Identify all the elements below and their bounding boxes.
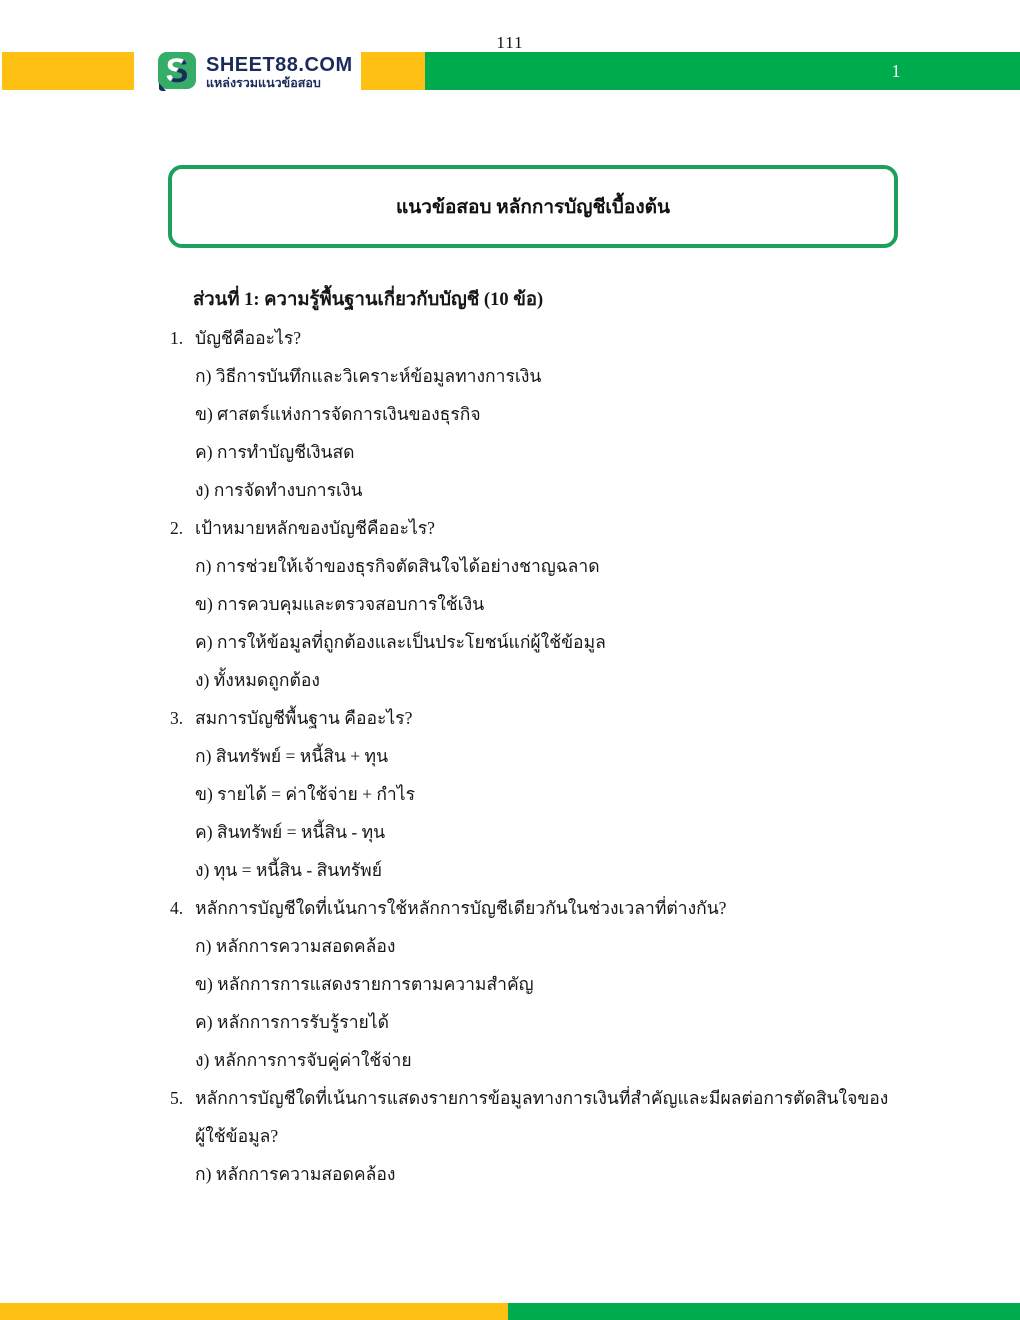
question-number: 5. — [170, 1088, 184, 1108]
question-row — [170, 319, 960, 357]
answer-option: ค) การทำบัญชีเงินสด — [195, 442, 355, 462]
sheet88-logo-icon — [157, 52, 197, 92]
answer-option: ข) รายได้ = ค่าใช้จ่าย + กำไร — [195, 784, 415, 804]
answer-option: ข) ศาสตร์แห่งการจัดการเงินของธุรกิจ — [195, 404, 481, 424]
question-row — [170, 1079, 960, 1155]
brand-text — [206, 52, 353, 91]
answer-option: ก) วิธีการบันทึกและวิเคราะห์ข้อมูลทางการเงิน — [195, 366, 542, 386]
question-row — [170, 699, 960, 737]
answer-option: ข) หลักการการแสดงรายการตามความสำคัญ — [195, 974, 534, 994]
footer-bar-yellow — [0, 1303, 508, 1320]
header-bar-yellow-mid — [361, 52, 425, 90]
footer-bar-green — [508, 1303, 1020, 1320]
header-bar-yellow-left — [2, 52, 134, 90]
answer-option: ง) หลักการการจับคู่ค่าใช้จ่าย — [195, 1050, 412, 1070]
answer-option: ง) ทุน = หนี้สิน - สินทรัพย์ — [195, 860, 382, 880]
question-row — [170, 509, 960, 547]
answer-option: ข) การควบคุมและตรวจสอบการใช้เงิน — [195, 594, 485, 614]
page-number: 1 — [891, 61, 901, 81]
brand-tagline: แหล่งรวมแนวข้อสอบ — [206, 76, 321, 90]
brand-logo — [157, 52, 353, 92]
exam-title-box — [168, 165, 898, 248]
exam-content — [170, 281, 960, 1193]
question-text: สมการบัญชีพื้นฐาน คืออะไร? — [195, 708, 413, 728]
brand-name: SHEET88.COM — [206, 54, 353, 76]
answer-option: ก) สินทรัพย์ = หนี้สิน + ทุน — [195, 746, 389, 766]
question-text: บัญชีคืออะไร? — [195, 328, 301, 348]
answer-option: ค) การให้ข้อมูลที่ถูกต้องและเป็นประโยชน์แก่ผู้ใช้ข้อมูล — [195, 632, 606, 652]
question-number: 4. — [170, 898, 184, 918]
answer-option: ก) การช่วยให้เจ้าของธุรกิจตัดสินใจได้อย่างชาญฉลาด — [195, 556, 600, 576]
question-row — [170, 889, 960, 927]
question-text: หลักการบัญชีใดที่เน้นการแสดงรายการข้อมูลทางการเงินที่สำคัญและมีผลต่อการตัดสินใจของผู้ใช้ข้อมูล? — [195, 1088, 889, 1146]
question-number: 2. — [170, 518, 184, 538]
section-heading: ส่วนที่ 1: ความรู้พื้นฐานเกี่ยวกับบัญชี (10 ข้อ) — [193, 290, 544, 310]
exam-title: แนวข้อสอบ หลักการบัญชีเบื้องต้น — [396, 196, 670, 218]
answer-option: ก) หลักการความสอดคล้อง — [195, 1164, 396, 1184]
page-watermark: 111 — [496, 33, 524, 52]
answer-option: ก) หลักการความสอดคล้อง — [195, 936, 396, 956]
question-number: 1. — [170, 328, 184, 348]
answer-option: ค) สินทรัพย์ = หนี้สิน - ทุน — [195, 822, 386, 842]
answer-option: ง) ทั้งหมดถูกต้อง — [195, 670, 320, 690]
question-number: 3. — [170, 708, 184, 728]
svg-text:S: S — [165, 52, 189, 90]
answer-option: ง) การจัดทำงบการเงิน — [195, 480, 363, 500]
question-text: เป้าหมายหลักของบัญชีคืออะไร? — [195, 518, 435, 538]
question-text: หลักการบัญชีใดที่เน้นการใช้หลักการบัญชีเดียวกันในช่วงเวลาที่ต่างกัน? — [195, 898, 727, 918]
header-bar-green — [425, 52, 1020, 90]
answer-option: ค) หลักการการรับรู้รายได้ — [195, 1012, 389, 1032]
